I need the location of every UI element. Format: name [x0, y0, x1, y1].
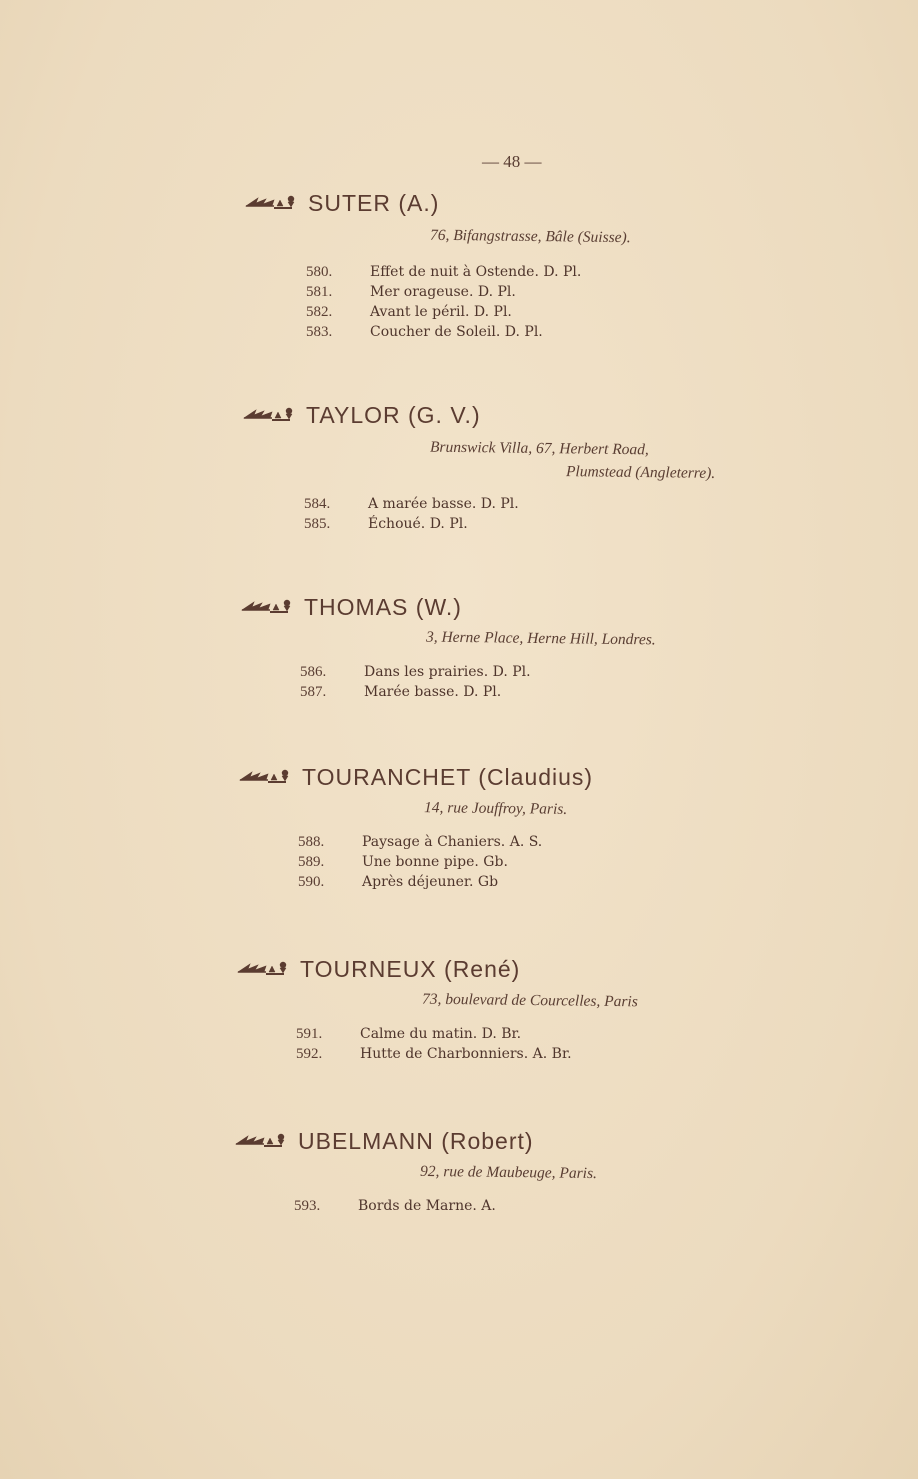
ornament-icon — [234, 1132, 290, 1150]
work-number: 586. — [300, 663, 327, 680]
work-number: 592. — [296, 1045, 323, 1062]
work-number: 589. — [298, 853, 325, 870]
work-title: A marée basse. D. Pl. — [368, 496, 519, 512]
work-number: 584. — [304, 495, 331, 512]
artist-heading — [234, 1126, 534, 1156]
ornament-icon — [236, 960, 292, 978]
artist-address: 73, boulevard de Courcelles, Paris — [421, 990, 638, 1011]
artist-address: 3, Herne Place, Herne Hill, Londres. — [425, 628, 656, 649]
work-item — [304, 494, 519, 514]
artist-entry — [244, 188, 439, 218]
artist-name: TOURANCHET (Claudius) — [302, 763, 594, 790]
artist-name: UBELMANN (Robert) — [298, 1127, 534, 1154]
work-title: Hutte de Charbonniers. A. Br. — [360, 1046, 572, 1062]
work-item — [306, 262, 581, 282]
artist-address: Brunswick Villa, 67, Herbert Road, — [429, 438, 649, 459]
works-list — [304, 494, 519, 534]
works-list — [294, 1196, 496, 1216]
artist-name: TOURNEUX (René) — [300, 955, 521, 982]
work-number: 587. — [300, 683, 327, 700]
work-number: 581. — [306, 283, 333, 300]
artist-heading — [238, 762, 593, 792]
works-list — [306, 262, 581, 342]
artist-entry — [238, 762, 593, 792]
artist-name: THOMAS (W.) — [304, 593, 462, 620]
work-title: Bords de Marne. A. — [358, 1198, 496, 1214]
work-item — [298, 852, 542, 872]
artist-heading — [244, 188, 439, 218]
work-number: 590. — [298, 873, 325, 890]
work-number: 593. — [294, 1197, 321, 1214]
artist-entry — [236, 954, 520, 984]
artist-address: 92, rue de Maubeuge, Paris. — [419, 1162, 598, 1183]
work-item — [304, 514, 519, 534]
work-item — [300, 662, 531, 682]
work-title: Marée basse. D. Pl. — [364, 684, 502, 700]
work-title: Paysage à Chaniers. A. S. — [362, 834, 543, 850]
work-item — [296, 1024, 572, 1044]
work-item — [306, 302, 581, 322]
ornament-icon — [240, 598, 296, 616]
work-item — [306, 282, 581, 302]
artist-heading — [240, 592, 462, 622]
work-item — [294, 1196, 496, 1216]
work-item — [306, 322, 581, 342]
work-title: Échoué. D. Pl. — [368, 516, 468, 532]
work-item — [300, 682, 531, 702]
work-number: 583. — [306, 323, 333, 340]
work-title: Coucher de Soleil. D. Pl. — [370, 324, 543, 340]
works-list — [300, 662, 531, 702]
work-title: Effet de nuit à Ostende. D. Pl. — [370, 264, 582, 280]
work-item — [298, 832, 542, 852]
ornament-icon — [242, 406, 298, 424]
artist-entry — [240, 592, 462, 622]
works-list — [298, 832, 542, 892]
work-number: 588. — [298, 833, 325, 850]
work-title: Calme du matin. D. Br. — [360, 1026, 522, 1042]
work-title: Après déjeuner. Gb — [362, 874, 499, 890]
page-number: — 48 — — [482, 152, 542, 171]
work-title: Avant le péril. D. Pl. — [370, 304, 512, 320]
work-number: 591. — [296, 1025, 323, 1042]
artist-entry — [234, 1126, 534, 1156]
artist-heading — [242, 400, 481, 430]
artist-heading — [236, 954, 520, 984]
work-title: Mer orageuse. D. Pl. — [370, 284, 516, 300]
ornament-icon — [238, 768, 294, 786]
artist-name: TAYLOR (G. V.) — [306, 401, 481, 428]
artist-address: Plumstead (Angleterre). — [565, 463, 716, 482]
work-item — [296, 1044, 572, 1064]
work-title: Dans les prairies. D. Pl. — [364, 664, 531, 680]
artist-address: 76, Bifangstrasse, Bâle (Suisse). — [429, 226, 631, 247]
work-number: 580. — [306, 263, 333, 280]
artist-entry — [242, 400, 481, 430]
work-number: 585. — [304, 515, 331, 532]
work-title: Une bonne pipe. Gb. — [362, 854, 508, 870]
work-number: 582. — [306, 303, 333, 320]
work-item — [298, 872, 542, 892]
artist-name: SUTER (A.) — [308, 189, 440, 216]
ornament-icon — [244, 194, 300, 212]
artist-address: 14, rue Jouffroy, Paris. — [423, 799, 568, 818]
works-list — [296, 1024, 572, 1064]
